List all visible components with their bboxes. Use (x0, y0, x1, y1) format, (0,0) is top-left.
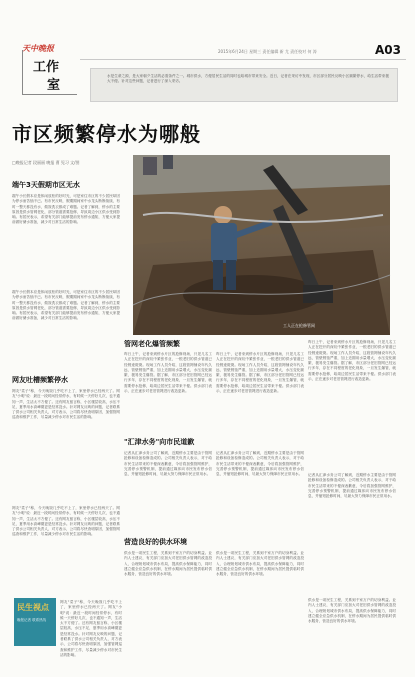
section-text-2c: 网友"菜子"称，今天晚饭几乎吃不上了，家里停水已经两天了。网友"小明"说：最近一段时间经常停水，有时候一天停好几次，也不通知一声，生活太不方便了。还有网友留言称，小区楼层较高，水压不足，夏季用水高峰期更是经常没水。针对网友反映的问题，记者联系了供水公司相关负责人，对方表示，公司将尽快查明原因，加强管网巡查和维护工作，尽量减少停水对市民生活的影响。 (60, 600, 122, 657)
section-heading-3: 管网老化爆管频繁 (124, 340, 180, 348)
section-text-4: 记者从汇津水务公司了解到，近期停水主要是由于管网抢修和设备检修造成的。公司相关负责人表示，对于给市民生活带来的不便深表歉意，今后将加强管网维护，完善停水预警机制，提前通过媒体向市民发布停水信息，并缩短抢修时间，尽最大努力保障市民正常用水。 (124, 451, 212, 477)
header-rule (80, 59, 406, 60)
column-logo-title: 民生视点 (17, 603, 49, 612)
dateline: 2015年6月24日 星期三 责任编辑 新 尤 责任校对 何 涛 (218, 49, 317, 54)
brand-name: 天中晚报 (22, 43, 54, 53)
section-title (22, 50, 77, 95)
photo-caption: 工人正在抢修管网 (283, 323, 315, 328)
section-text-2: 网友"菜子"称，今天晚饭几乎吃不上了，家里停水已经两天了。网友"小明"说：最近一段时间经常停水，有时候一天停好几次，也不通知一声，生活太不方便了。还有网友留言称，小区楼层较高，水压不足，夏季用水高峰期更是经常没水。针对网友反映的问题，记者联系了供水公司相关负责人，对方表示，公司将尽快查明原因，加强管网巡查和维护工作，尽量减少停水对市民生活的影响。 (12, 389, 120, 420)
page-number: A03 (375, 43, 401, 57)
column-logo-sub: 晚报记者 联系热线 (17, 618, 47, 622)
section-text-3: 昨日上午，记者来到停水片区的抢修现场，只见几名工人正在挖开的深坑中紧张作业，一根老旧的供水管道已经锈迹斑斑。现场工作人员介绍，这段管网铺设年代久远，管壁锈蚀严重，加上近期用水量增大，水压变化频繁，极易发生爆管。据了解，市区部分老旧管网已经运行多年，存在不同程度的老化现象，一旦发生爆管，就需要停水抢修，给周边居民生活带来不便。供水部门表示，正在逐步对老旧管网进行改造更新。 (124, 352, 212, 394)
section-text-3c: 昨日上午，记者来到停水片区的抢修现场，只见几名工人正在挖开的深坑中紧张作业，一根老旧的供水管道已经锈迹斑斑。现场工作人员介绍，这段管网铺设年代久远，管壁锈蚀严重，加上近期用水量增大，水压变化频繁，极易发生爆管。据了解，市区部分老旧管网已经运行多年，存在不同程度的老化现象，一旦发生爆管，就需要停水抢修，给周边居民生活带来不便。供水部门表示，正在逐步对老旧管网进行改造更新。 (308, 340, 396, 382)
section-text-5: 供水是一项民生工程，关系到千家万户的切身利益。业内人士建议，有关部门应加大对老旧供水管网的改造投入，合理规划城市供水布局，提高供水保障能力，同时建立健全应急供水机制，在停水期间为居民提供临时供水服务，营造良好的供水环境。 (124, 551, 212, 577)
section-heading-2: 网友吐槽频繁停水 (12, 376, 68, 384)
intro-box (90, 68, 398, 102)
section-text-5b: 供水是一项民生工程，关系到千家万户的切身利益。业内人士建议，有关部门应加大对老旧供水管网的改造投入，合理规划城市供水布局，提高供水保障能力，同时建立健全应急供水机制，在停水期间为居民提供临时供水服务，营造良好的供水环境。 (216, 551, 304, 577)
headline: 市区频繁停水为哪般 (12, 122, 201, 146)
section-title-line2: 室 (47, 78, 61, 93)
column-logo-box (14, 598, 56, 646)
intro-text: 水是生命之源，是大家朝夕生活的必需条件之一。城市供水，方便居民生活的同时也给城市带来安全。近日，记者在采访中发现，市区部分居民反映小区频繁停水，给生活带来极大不便。针对这些问题，记者进行了深入采访。 (107, 74, 389, 84)
section-text-2b: 网友"菜子"称，今天晚饭几乎吃不上了，家里停水已经两天了。网友"小明"说：最近一段时间经常停水，有时候一天停好几次，也不通知一声，生活太不方便了。还有网友留言称，小区楼层较高，水压不足，夏季用水高峰期更是经常没水。针对网友反映的问题，记者联系了供水公司相关负责人，对方表示，公司将尽快查明原因，加强管网巡查和维护工作，尽量减少停水对市民生活的影响。 (12, 506, 120, 537)
section-text-4b: 记者从汇津水务公司了解到，近期停水主要是由于管网抢修和设备检修造成的。公司相关负责人表示，对于给市民生活带来的不便深表歉意，今后将加强管网维护，完善停水预警机制，提前通过媒体向市民发布停水信息，并缩短抢修时间，尽最大努力保障市民正常用水。 (216, 451, 304, 477)
section-text-4c: 记者从汇津水务公司了解到，近期停水主要是由于管网抢修和设备检修造成的。公司相关负责人表示，对于给市民生活带来的不便深表歉意，今后将加强管网维护，完善停水预警机制，提前通过媒体向市民发布停水信息，并缩短抢修时间，尽最大努力保障市民正常用水。 (308, 473, 396, 499)
byline: □晚报记者 段丽丽 晚报 曹 见习 文/图 (12, 160, 80, 165)
brand-logo (22, 36, 70, 53)
section-title-line1: 工作 (33, 60, 60, 75)
section-text-1: 端午小长假本应是休闲放松的好时光，可是家住市区的不少居民却因为停水而苦恼不已。有市民反映，假期期间家中水龙头断断续续，有时一整天都没有水，做饭洗衣都成了难题。记者了解到，停水的主要原因是供水管网老化，部分管道需要抢修，导致周边小区供水受到影响。有居民表示，希望有关部门能够提前发布停水通知，方便大家提前做好储水准备，减少对日常生活的影响。 (12, 194, 120, 225)
section-text-3b: 昨日上午，记者来到停水片区的抢修现场，只见几名工人正在挖开的深坑中紧张作业，一根老旧的供水管道已经锈迹斑斑。现场工作人员介绍，这段管网铺设年代久远，管壁锈蚀严重，加上近期用水量增大，水压变化频繁，极易发生爆管。据了解，市区部分老旧管网已经运行多年，存在不同程度的老化现象，一旦发生爆管，就需要停水抢修，给周边居民生活带来不便。供水部门表示，正在逐步对老旧管网进行改造更新。 (216, 352, 304, 394)
section-heading-4: "汇津水务"向市民道歉 (124, 438, 195, 446)
section-text-1b: 端午小长假本应是休闲放松的好时光，可是家住市区的不少居民却因为停水而苦恼不已。有市民反映，假期期间家中水龙头断断续续，有时一整天都没有水，做饭洗衣都成了难题。记者了解到，停水的主要原因是供水管网老化，部分管道需要抢修，导致周边小区供水受到影响。有居民表示，希望有关部门能够提前发布停水通知，方便大家提前做好储水准备，减少对日常生活的影响。 (12, 290, 120, 321)
section-heading-5: 营造良好的供水环境 (124, 538, 187, 546)
news-photo (133, 155, 390, 335)
section-text-5c: 供水是一项民生工程，关系到千家万户的切身利益。业内人士建议，有关部门应加大对老旧供水管网的改造投入，合理规划城市供水布局，提高供水保障能力，同时建立健全应急供水机制，在停水期间为居民提供临时供水服务，营造良好的供水环境。 (308, 598, 396, 624)
section-heading-1: 端午3天假期市区无水 (12, 181, 80, 189)
